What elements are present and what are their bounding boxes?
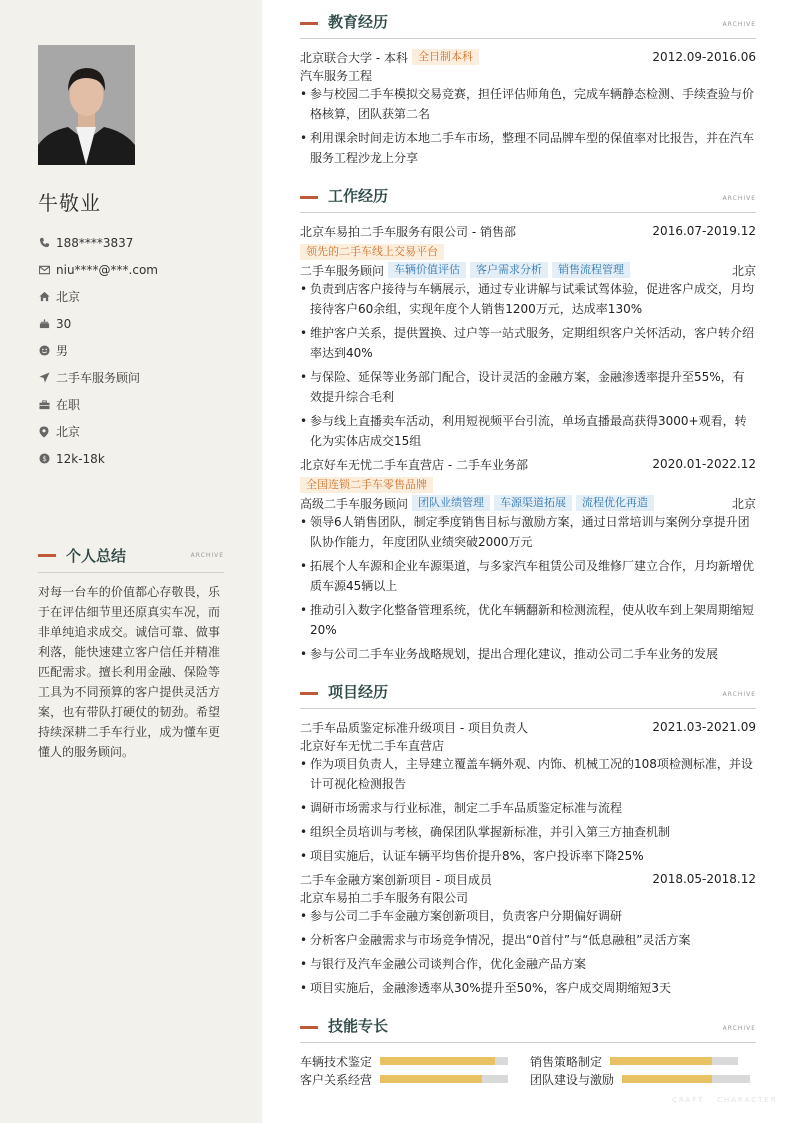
skill-track xyxy=(380,1075,508,1083)
contact-info xyxy=(38,229,158,472)
summary-text: 对每一台车的价值都心存敬畏，乐于在评估细节里还原真实车况，而非单纯追求成交。诚信可靠、做事利落，能快速建立客户信任并精准匹配需求。擅长利用金融、保险等工具为不同预算的客户提供灵活方案，也有带队打硬仗的韧劲。希望持续深耕二手车行业，成为懂车更懂人的服务顾问。 xyxy=(38,585,220,759)
education-header xyxy=(300,11,756,39)
age-text: 30 xyxy=(56,316,72,331)
skill-item xyxy=(530,1070,750,1088)
mail-icon xyxy=(38,264,50,276)
list-item: • 与银行及汽车金融公司谈判合作，优化金融产品方案 xyxy=(300,954,756,974)
skill-name: 团队建设与激励 xyxy=(530,1072,615,1087)
work-tag-badge: 团队业绩管理 xyxy=(412,495,490,511)
skill-name: 销售策略制定 xyxy=(530,1054,603,1069)
work-company-badge-row xyxy=(300,476,756,494)
work-position-row xyxy=(300,261,756,279)
status-text: 在职 xyxy=(56,398,81,412)
profile-photo xyxy=(38,45,135,165)
project-org: 北京好车无忧二手车直营店 xyxy=(300,738,445,753)
work-company-badge: 领先的二手车线上交易平台 xyxy=(300,244,444,260)
skill-fill xyxy=(380,1075,482,1083)
skills-title: 技能专长 xyxy=(328,1017,389,1035)
sidebar xyxy=(0,0,262,1123)
education-entry xyxy=(300,48,756,172)
project-date: 2018.05-2018.12 xyxy=(652,872,756,886)
send-icon xyxy=(38,372,50,384)
svg-text:$: $ xyxy=(41,454,47,463)
education-school: 北京联合大学 - 本科 xyxy=(300,50,408,65)
work-date: 2020.01-2022.12 xyxy=(652,457,756,471)
projects-header-bar xyxy=(300,692,318,695)
education-tag: ARCHIVE xyxy=(722,21,756,28)
work-bullets xyxy=(300,512,756,664)
work-title: 工作经历 xyxy=(328,187,389,205)
work-company-badge: 全国连锁二手车零售品牌 xyxy=(300,477,433,493)
info-address xyxy=(38,283,158,310)
project-name-row xyxy=(300,870,756,888)
location-pin-icon xyxy=(38,426,50,438)
phone-icon xyxy=(38,237,50,249)
work-position-row xyxy=(300,494,756,512)
email-text: niu****@***.com xyxy=(56,262,158,277)
work-entry-1 xyxy=(300,222,756,455)
list-item: • 调研市场需求与行业标准，制定二手车品质鉴定标准与流程 xyxy=(300,798,756,818)
list-item: • 参与线上直播卖车活动，利用短视频平台引流，单场直播最高获得3000+观看，转化为实体店成交15组 xyxy=(300,411,756,451)
target-city-text: 北京 xyxy=(56,425,81,439)
list-item: • 参与校园二手车模拟交易竞赛，担任评估师角色，完成车辆静态检测、手续查验与价格核算，团队获第二名 xyxy=(300,84,756,124)
work-header-bar xyxy=(300,196,318,199)
work-tag: ARCHIVE xyxy=(722,195,756,202)
gender-text: 男 xyxy=(56,344,69,358)
info-status xyxy=(38,391,158,418)
list-item: • 利用课余时间走访本地二手车市场，整理不同品牌车型的保值率对比报告，并在汽车服务工程沙龙上分享 xyxy=(300,128,756,168)
work-city: 北京 xyxy=(731,496,756,511)
skill-item xyxy=(300,1070,508,1088)
work-company-row xyxy=(300,455,756,473)
briefcase-icon xyxy=(38,399,50,411)
skill-track xyxy=(380,1057,508,1065)
projects-tag: ARCHIVE xyxy=(722,691,756,698)
info-job-target xyxy=(38,364,158,391)
education-header-bar xyxy=(300,22,318,25)
list-item: • 分析客户金融需求与市场竞争情况，提出“0首付”与“低息融租”灵活方案 xyxy=(300,930,756,950)
summary-title: 个人总结 xyxy=(66,547,127,565)
skills-header-bar xyxy=(300,1026,318,1029)
project-org-row xyxy=(300,736,756,754)
work-tag-badge: 车辆价值评估 xyxy=(388,262,466,278)
project-name: 二手车品质鉴定标准升级项目 - 项目负责人 xyxy=(300,720,528,735)
summary-header-bar xyxy=(38,554,56,557)
info-salary xyxy=(38,445,158,472)
project-name: 二手车金融方案创新项目 - 项目成员 xyxy=(300,872,492,887)
work-tag-badge: 销售流程管理 xyxy=(552,262,630,278)
work-tag-badge: 车源渠道拓展 xyxy=(494,495,572,511)
list-item: • 项目实施后，认证车辆平均售价提升8%，客户投诉率下降25% xyxy=(300,846,756,866)
education-badge: 全日制本科 xyxy=(412,49,479,65)
education-major-row xyxy=(300,66,756,84)
education-date: 2012.09-2016.06 xyxy=(652,50,756,64)
salary-text: 12k-18k xyxy=(56,451,105,466)
skill-name: 客户关系经营 xyxy=(300,1072,373,1087)
education-bullets xyxy=(300,84,756,168)
info-gender xyxy=(38,337,158,364)
summary-tag: ARCHIVE xyxy=(190,552,224,559)
list-item: • 拓展个人车源和企业车源渠道，与多家汽车租赁公司及维修厂建立合作，月均新增优质车源45辆以上 xyxy=(300,556,756,596)
skill-item xyxy=(530,1052,738,1070)
work-company-row xyxy=(300,222,756,240)
education-title: 教育经历 xyxy=(328,13,389,31)
work-company-badge-row xyxy=(300,243,756,261)
education-major: 汽车服务工程 xyxy=(300,68,373,83)
footer-watermark: CRAFT · CHARACTER xyxy=(672,1096,778,1104)
list-item: • 维护客户关系，提供置换、过户等一站式服务，定期组织客户关怀活动，客户转介绍率达到40% xyxy=(300,323,756,363)
list-item: • 组织全员培训与考核，确保团队掌握新标准，并引入第三方抽查机制 xyxy=(300,822,756,842)
job-target-text: 二手车服务顾问 xyxy=(56,371,141,385)
work-header xyxy=(300,185,756,213)
list-item: • 领导6人销售团队，制定季度销售目标与激励方案，通过日常培训与案例分享提升团队协作能力，年度团队业绩突破2000万元 xyxy=(300,512,756,552)
info-email xyxy=(38,256,158,283)
work-entry-2 xyxy=(300,455,756,668)
skills-tag: ARCHIVE xyxy=(722,1025,756,1032)
info-age xyxy=(38,310,158,337)
address-text: 北京 xyxy=(56,290,81,304)
projects-header xyxy=(300,681,756,709)
list-item: • 参与公司二手车业务战略规划，提出合理化建议，推动公司二手车业务的发展 xyxy=(300,644,756,664)
list-item: • 作为项目负责人，主导建立覆盖车辆外观、内饰、机械工况的108项检测标准，并设计可视化检测报告 xyxy=(300,754,756,794)
skills-header xyxy=(300,1015,756,1043)
summary-header xyxy=(38,545,224,573)
phone-text: 188****3837 xyxy=(56,235,134,250)
project-bullets xyxy=(300,906,756,998)
skill-fill xyxy=(610,1057,712,1065)
project-bullets xyxy=(300,754,756,866)
info-target-city xyxy=(38,418,158,445)
project-org: 北京车易拍二手车服务有限公司 xyxy=(300,890,469,905)
work-position: 高级二手车服务顾问 xyxy=(300,496,409,511)
project-date: 2021.03-2021.09 xyxy=(652,720,756,734)
list-item: • 负责到店客户接待与车辆展示，通过专业讲解与试乘试驾体验，促进客户成交，月均接待客户60余组，实现年度个人销售1200万元，达成率130% xyxy=(300,279,756,319)
list-item: • 推动引入数字化整备管理系统，优化车辆翻新和检测流程，使从收车到上架周期缩短20% xyxy=(300,600,756,640)
project-name-row xyxy=(300,718,756,736)
skill-fill xyxy=(622,1075,712,1083)
cake-icon xyxy=(38,318,50,330)
work-bullets xyxy=(300,279,756,451)
skill-name: 车辆技术鉴定 xyxy=(300,1054,373,1069)
list-item: • 参与公司二手车金融方案创新项目，负责客户分期偏好调研 xyxy=(300,906,756,926)
info-phone xyxy=(38,229,158,256)
coin-icon xyxy=(38,453,50,465)
project-entry-1 xyxy=(300,718,756,870)
project-org-row xyxy=(300,888,756,906)
work-company: 北京好车无忧二手车直营店 - 二手车业务部 xyxy=(300,457,528,472)
skill-track xyxy=(610,1057,738,1065)
work-position: 二手车服务顾问 xyxy=(300,263,385,278)
project-entry-2 xyxy=(300,870,756,1002)
projects-title: 项目经历 xyxy=(328,683,389,701)
list-item: • 项目实施后，金融渗透率从30%提升至50%，客户成交周期缩短3天 xyxy=(300,978,756,998)
skill-fill xyxy=(380,1057,495,1065)
skill-item xyxy=(300,1052,508,1070)
work-city: 北京 xyxy=(731,263,756,278)
skill-track xyxy=(622,1075,750,1083)
candidate-name: 牛敬业 xyxy=(38,191,101,215)
work-tag-badge: 流程优化再造 xyxy=(576,495,654,511)
smile-icon xyxy=(38,345,50,357)
work-date: 2016.07-2019.12 xyxy=(652,224,756,238)
work-company: 北京车易拍二手车服务有限公司 - 销售部 xyxy=(300,224,516,239)
list-item: • 与保险、延保等业务部门配合，设计灵活的金融方案，金融渗透率提升至55%，有效提升综合毛利 xyxy=(300,367,756,407)
education-row xyxy=(300,48,756,66)
home-icon xyxy=(38,291,50,303)
work-tag-badge: 客户需求分析 xyxy=(470,262,548,278)
